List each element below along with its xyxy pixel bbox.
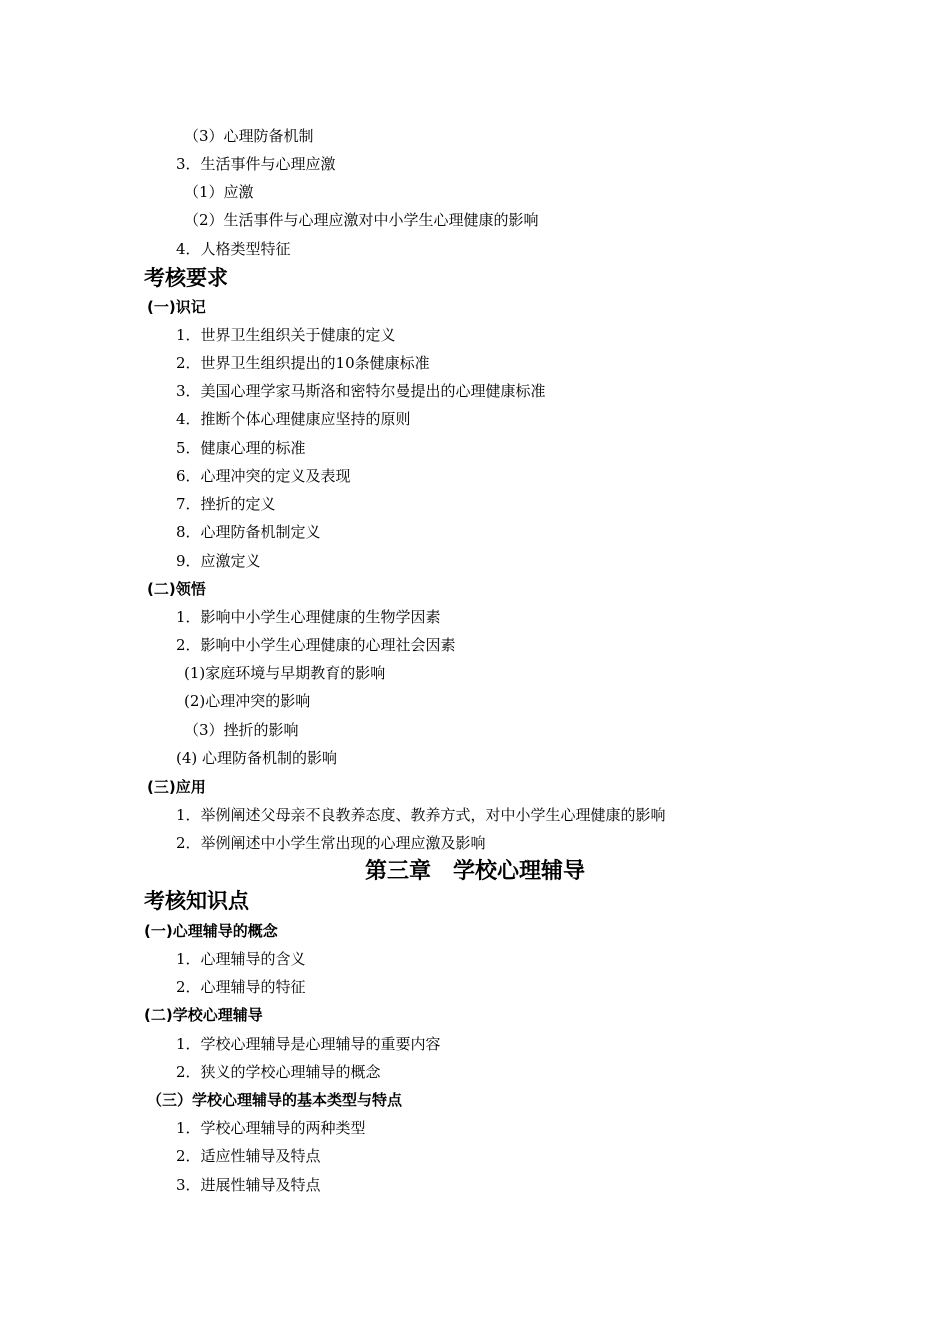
outline-item: 4．人格类型特征: [176, 240, 291, 258]
outline-item: 3．生活事件与心理应激: [176, 155, 336, 173]
knowledge-section-title: (一)心理辅导的概念: [144, 922, 278, 940]
knowledge-section-title: (二)学校心理辅导: [144, 1006, 263, 1024]
comprehend-subitem: (2)心理冲突的影响: [184, 692, 311, 710]
recall-item: 1．世界卫生组织关于健康的定义: [176, 326, 396, 344]
recall-item: 6．心理冲突的定义及表现: [176, 467, 351, 485]
outline-item: （3）心理防备机制: [184, 127, 314, 145]
comprehend-item: 2．影响中小学生心理健康的心理社会因素: [176, 636, 456, 654]
knowledge-heading: 考核知识点: [144, 889, 249, 913]
recall-section-title: (一)识记: [147, 298, 206, 316]
knowledge-item: 2．适应性辅导及特点: [176, 1147, 321, 1165]
recall-item: 8．心理防备机制定义: [176, 523, 321, 541]
chapter-title: 第三章 学校心理辅导: [364, 859, 585, 884]
recall-item: 4．推断个体心理健康应坚持的原则: [176, 410, 411, 428]
comprehend-subitem: (1)家庭环境与早期教育的影响: [184, 664, 386, 682]
outline-item: （1）应激: [184, 183, 254, 201]
knowledge-item: 2．狭义的学校心理辅导的概念: [176, 1063, 381, 1081]
knowledge-section-title: （三）学校心理辅导的基本类型与特点: [147, 1091, 403, 1109]
outline-item: （2）生活事件与心理应激对中小学生心理健康的影响: [184, 211, 539, 229]
recall-item: 9．应激定义: [176, 552, 261, 570]
comprehend-subitem: (4) 心理防备机制的影响: [176, 749, 338, 767]
assessment-heading: 考核要求: [144, 266, 228, 290]
knowledge-item: 1．学校心理辅导的两种类型: [176, 1119, 366, 1137]
recall-item: 2．世界卫生组织提出的10条健康标准: [176, 354, 430, 372]
knowledge-item: 1．心理辅导的含义: [176, 950, 306, 968]
comprehend-item: 1．影响中小学生心理健康的生物学因素: [176, 608, 441, 626]
apply-item: 1．举例阐述父母亲不良教养态度、教养方式，对中小学生心理健康的影响: [176, 806, 666, 824]
knowledge-item: 1．学校心理辅导是心理辅导的重要内容: [176, 1035, 441, 1053]
recall-item: 7．挫折的定义: [176, 495, 276, 513]
comprehend-section-title: (二)领悟: [147, 580, 206, 598]
knowledge-item: 3．进展性辅导及特点: [176, 1176, 321, 1194]
comprehend-subitem: （3）挫折的影响: [184, 721, 299, 739]
recall-item: 3．美国心理学家马斯洛和密特尔曼提出的心理健康标准: [176, 382, 546, 400]
apply-section-title: (三)应用: [147, 778, 206, 796]
apply-item: 2．举例阐述中小学生常出现的心理应激及影响: [176, 834, 486, 852]
recall-item: 5．健康心理的标准: [176, 439, 306, 457]
knowledge-item: 2．心理辅导的特征: [176, 978, 306, 996]
